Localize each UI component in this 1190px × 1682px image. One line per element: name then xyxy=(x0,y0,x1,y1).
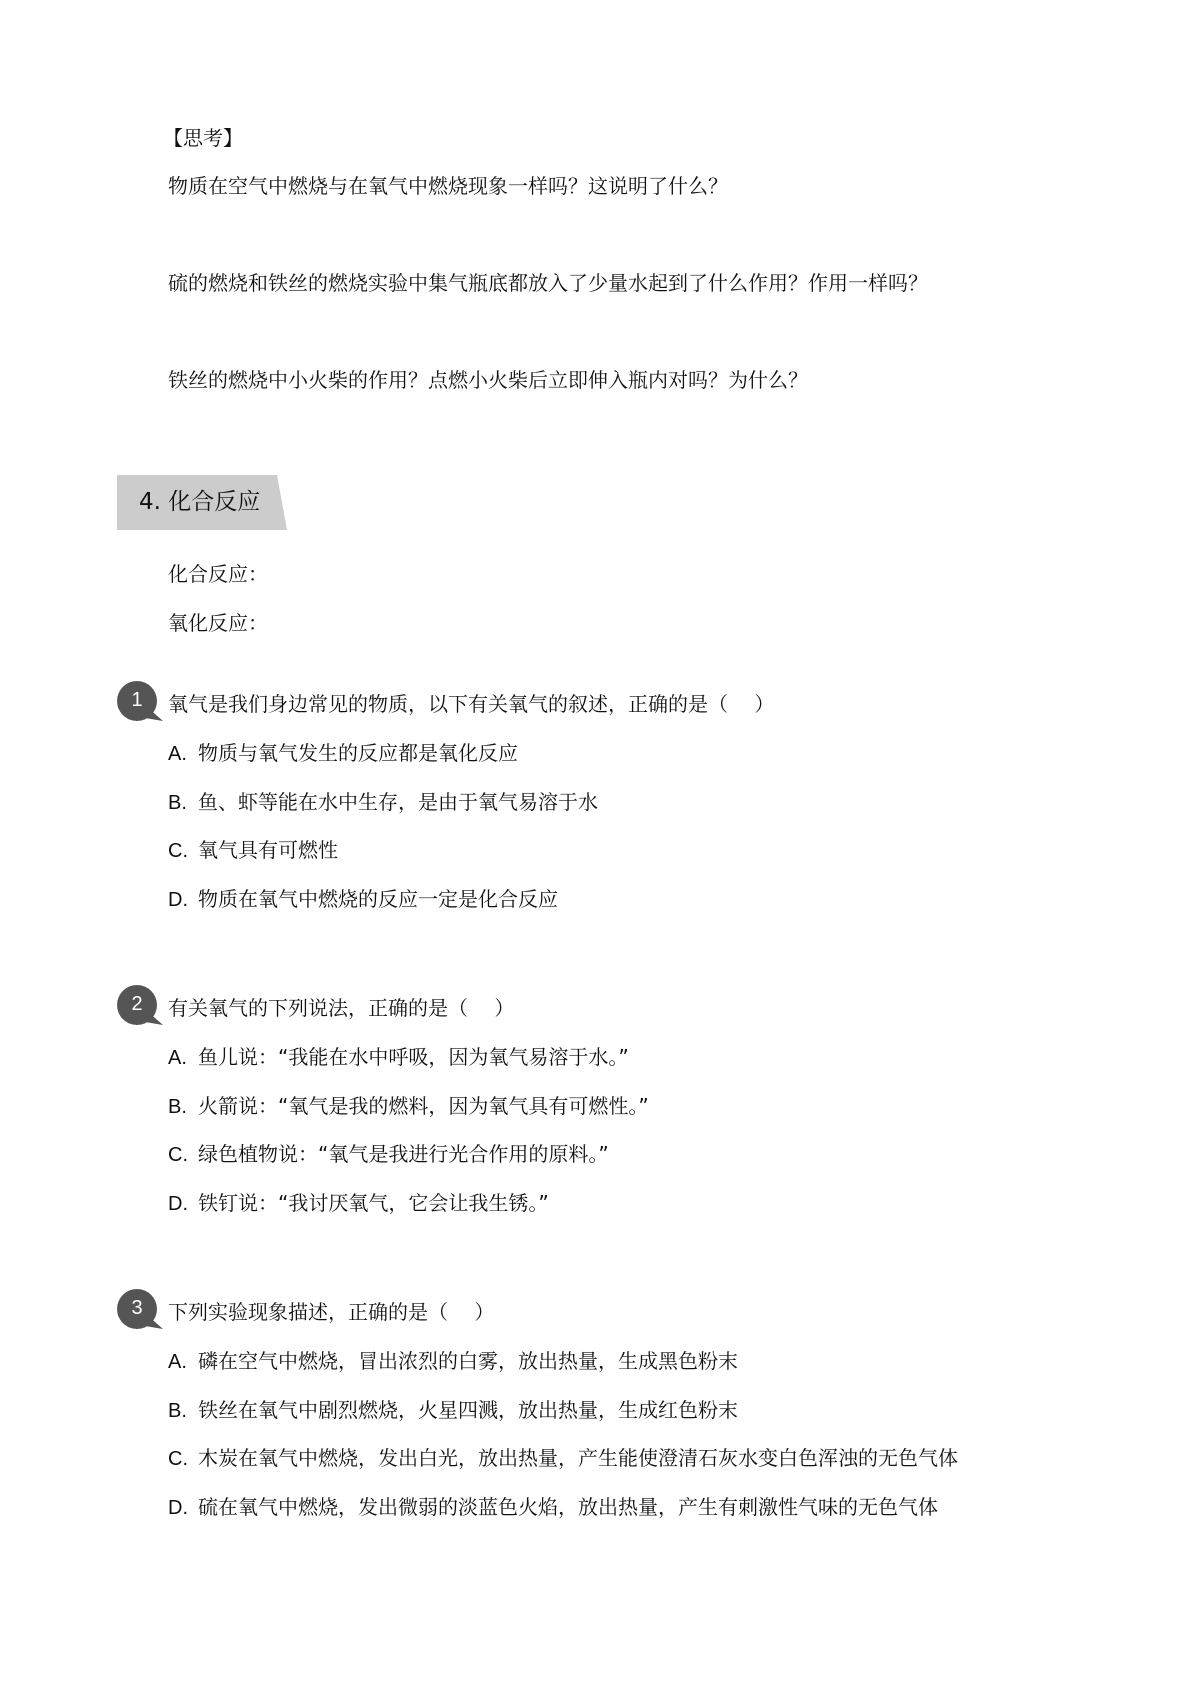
option-text: 木炭在氧气中燃烧，发出白光，放出热量，产生能使澄清石灰水变白色浑浊的无色气体 xyxy=(198,1446,958,1470)
option-text: 氧气具有可燃性 xyxy=(198,838,338,862)
definition-oxidation: 氧化反应： xyxy=(168,611,268,635)
option-text: 鱼、虾等能在水中生存，是由于氧气易溶于水 xyxy=(198,790,598,814)
option-row xyxy=(168,885,558,914)
option-row xyxy=(168,1189,549,1218)
option-letter: D. xyxy=(168,889,188,911)
think-question-3: 铁丝的燃烧中小火柴的作用？点燃小火柴后立即伸入瓶内对吗？为什么？ xyxy=(168,368,808,392)
section-title: 4. 化合反应 xyxy=(139,489,261,515)
option-text: 物质与氧气发生的反应都是氧化反应 xyxy=(198,741,518,765)
option-letter: C. xyxy=(168,840,188,862)
option-letter: B. xyxy=(168,1096,187,1118)
option-text: 铁钉说：“我讨厌氧气，它会让我生锈。” xyxy=(198,1191,549,1215)
option-row xyxy=(168,788,598,817)
question-number: 2 xyxy=(131,993,143,1015)
option-letter: C. xyxy=(168,1144,188,1166)
option-row xyxy=(168,1493,938,1522)
question-stem: 氧气是我们身边常见的物质，以下有关氧气的叙述，正确的是（ ） xyxy=(168,692,775,716)
question-stem: 下列实验现象描述，正确的是（ ） xyxy=(168,1300,495,1324)
option-letter: A. xyxy=(168,1351,187,1373)
option-letter: B. xyxy=(168,1400,187,1422)
option-letter: A. xyxy=(168,1047,187,1069)
think-heading: 【思考】 xyxy=(163,126,243,150)
question-number-badge xyxy=(117,985,163,1025)
option-letter: C. xyxy=(168,1448,188,1470)
option-text: 铁丝在氧气中剧烈燃烧，火星四溅，放出热量，生成红色粉末 xyxy=(198,1398,738,1422)
option-letter: D. xyxy=(168,1497,188,1519)
option-letter: B. xyxy=(168,792,187,814)
option-text: 鱼儿说：“我能在水中呼吸，因为氧气易溶于水。” xyxy=(198,1045,629,1069)
option-text: 物质在氧气中燃烧的反应一定是化合反应 xyxy=(198,887,558,911)
option-row xyxy=(168,836,338,865)
question-stem: 有关氧气的下列说法，正确的是（ ） xyxy=(168,996,515,1020)
option-text: 硫在氧气中燃烧，发出微弱的淡蓝色火焰，放出热量，产生有刺激性气味的无色气体 xyxy=(198,1495,938,1519)
option-letter: A. xyxy=(168,743,187,765)
definition-combination: 化合反应： xyxy=(168,562,268,586)
option-text: 绿色植物说：“氧气是我进行光合作用的原料。” xyxy=(198,1142,609,1166)
question-number: 1 xyxy=(131,689,143,711)
option-text: 磷在空气中燃烧，冒出浓烈的白雾，放出热量，生成黑色粉末 xyxy=(198,1349,738,1373)
option-text: 火箭说：“氧气是我的燃料，因为氧气具有可燃性。” xyxy=(198,1094,649,1118)
question-number: 3 xyxy=(131,1297,143,1319)
section-banner xyxy=(117,475,287,530)
option-row xyxy=(168,1043,629,1072)
option-row xyxy=(168,1092,649,1121)
think-question-2: 硫的燃烧和铁丝的燃烧实验中集气瓶底都放入了少量水起到了什么作用？作用一样吗？ xyxy=(168,271,928,295)
question-number-badge xyxy=(117,1289,163,1329)
option-row xyxy=(168,1140,609,1169)
think-question-1: 物质在空气中燃烧与在氧气中燃烧现象一样吗？这说明了什么？ xyxy=(168,174,728,198)
option-row xyxy=(168,1444,958,1473)
question-number-badge xyxy=(117,681,163,721)
option-row xyxy=(168,1396,738,1425)
option-row xyxy=(168,1347,738,1376)
option-row xyxy=(168,739,518,768)
option-letter: D. xyxy=(168,1193,188,1215)
